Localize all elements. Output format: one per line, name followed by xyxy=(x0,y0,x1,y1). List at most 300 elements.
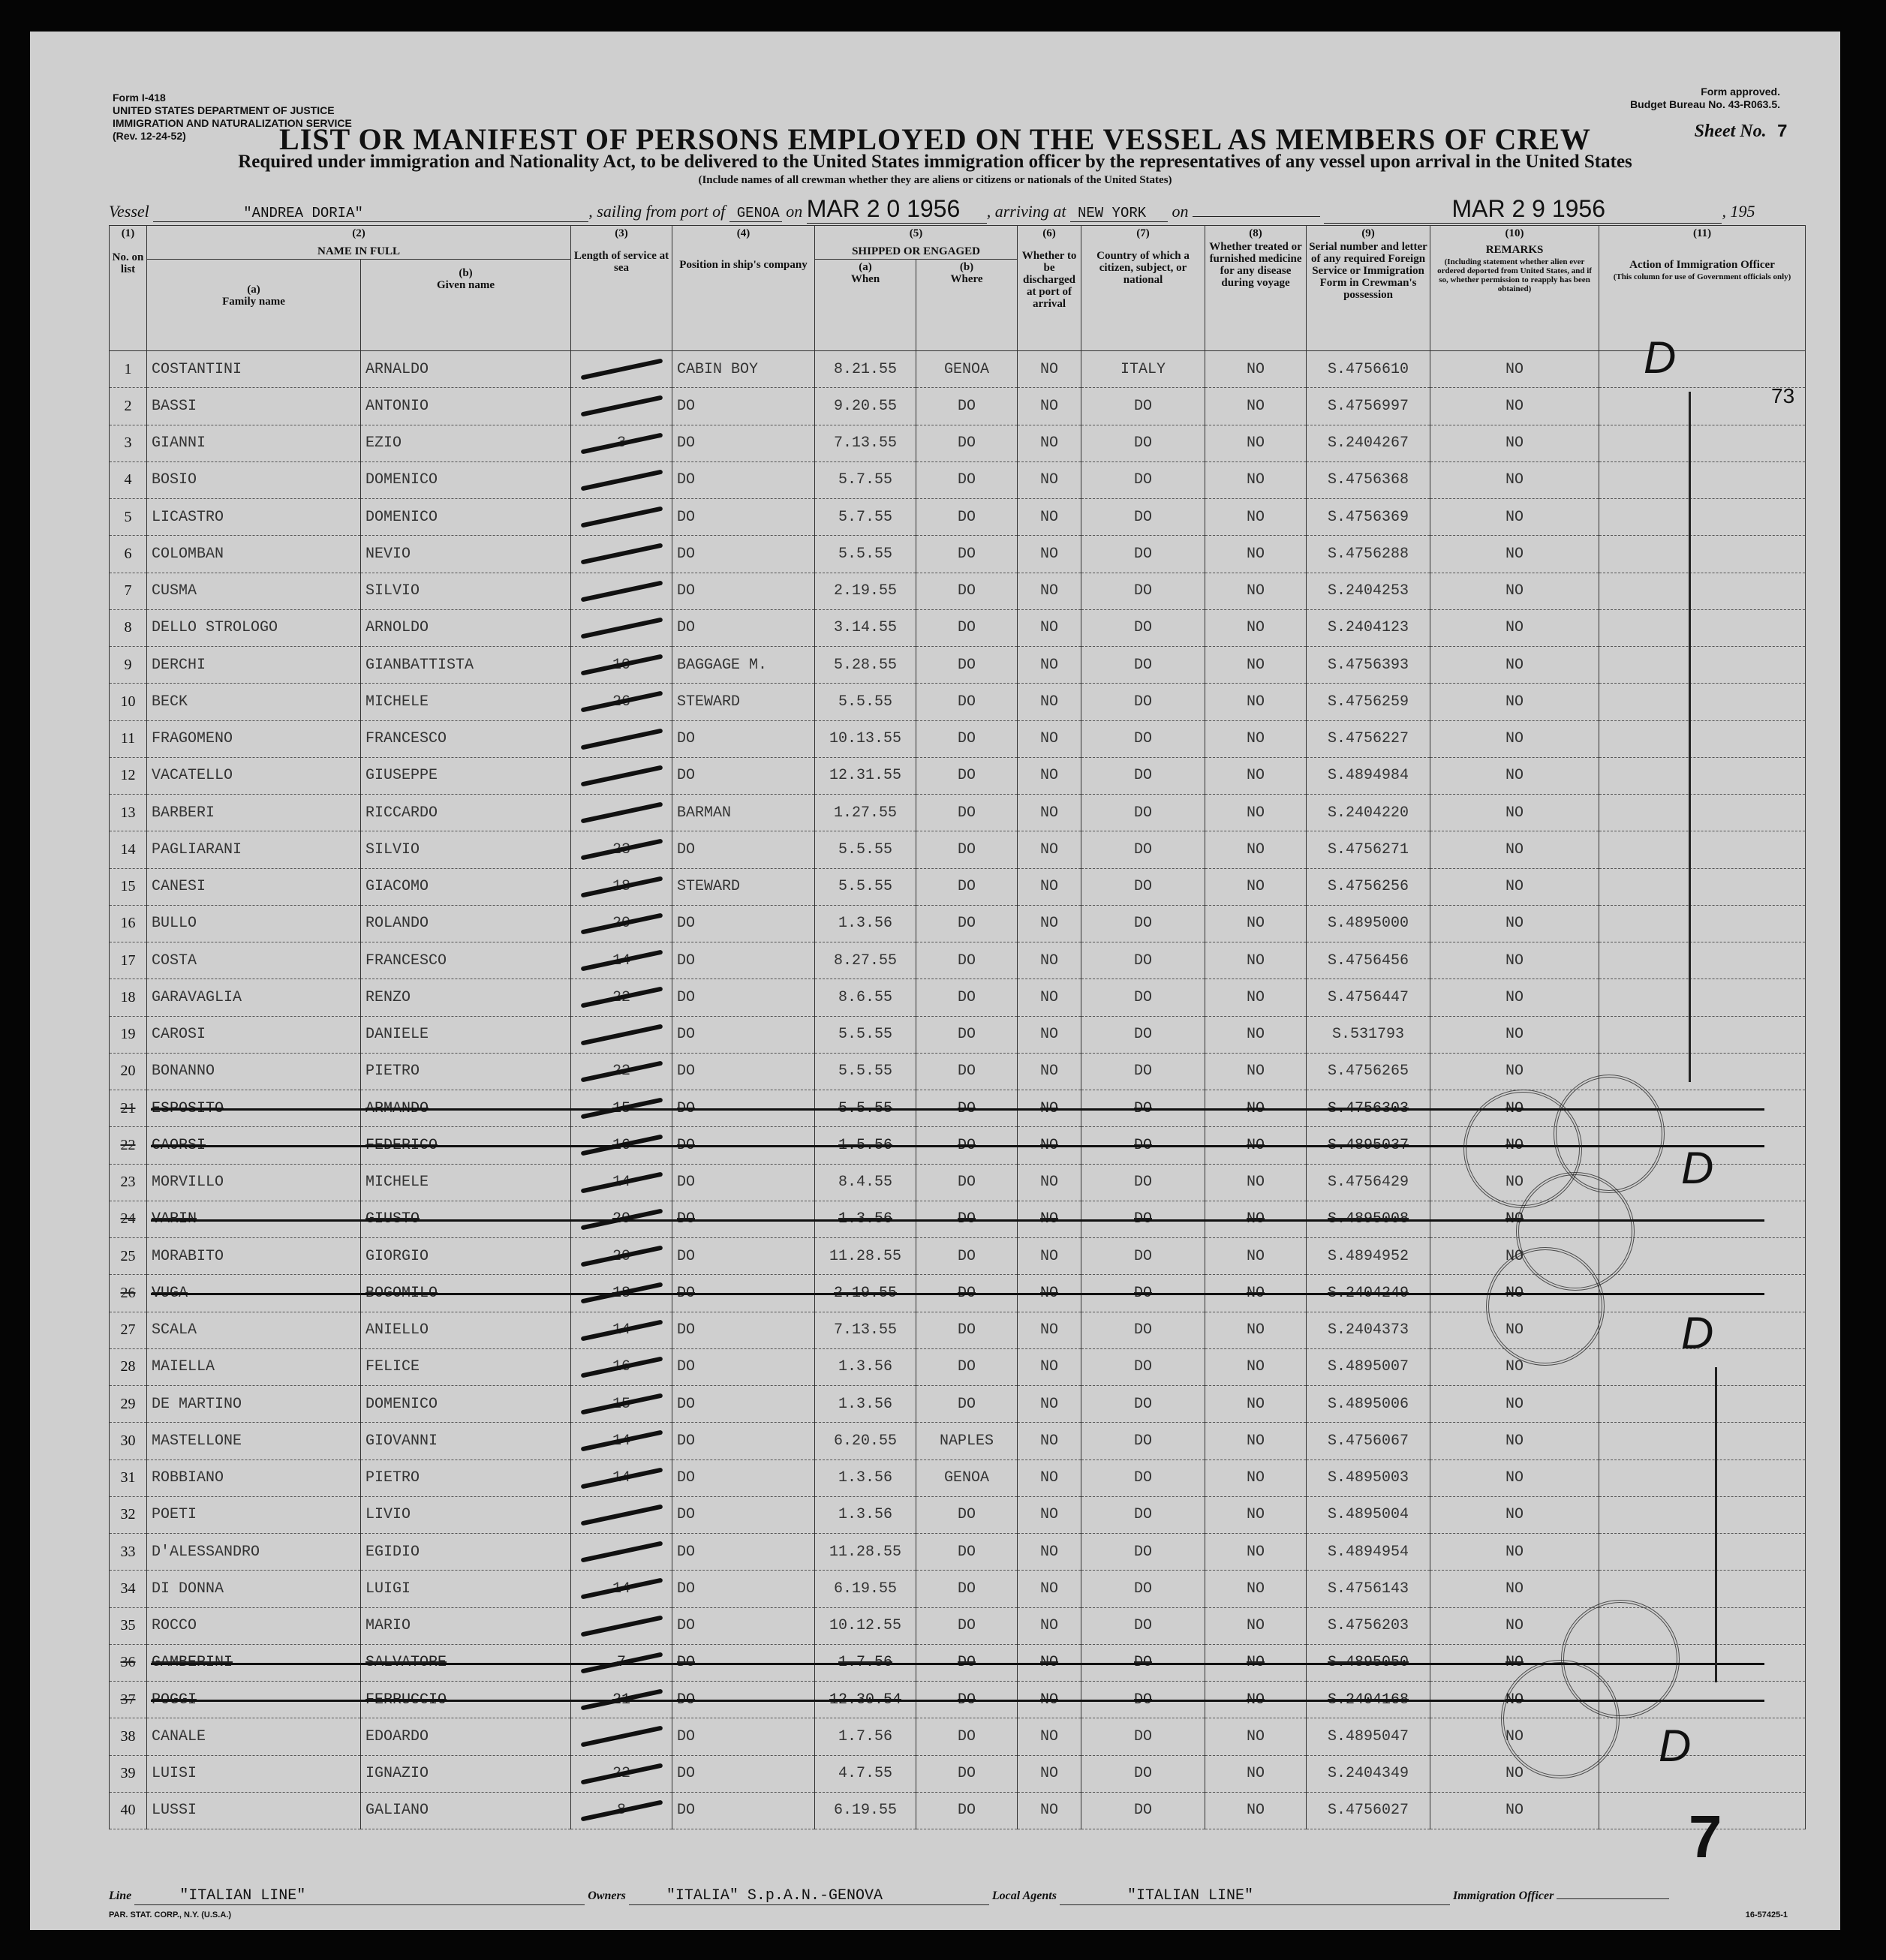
crew-row xyxy=(110,461,1806,498)
given-name-cell: GIACOMO xyxy=(361,868,571,905)
serial-number-cell: S.4756997 xyxy=(1307,388,1430,425)
discharge-cell: NO xyxy=(1018,1496,1081,1533)
discharge-cell: NO xyxy=(1018,1423,1081,1459)
serial-number-cell: S.4756259 xyxy=(1307,684,1430,720)
family-name-cell: LUISI xyxy=(147,1755,361,1792)
serial-number-cell: S.2404220 xyxy=(1307,795,1430,831)
d-mark: D xyxy=(1659,1721,1692,1771)
crew-row xyxy=(110,1016,1806,1053)
remarks-cell: NO xyxy=(1430,1496,1599,1533)
country-cell: ITALY xyxy=(1081,351,1205,388)
shipped-when-cell: 1.3.56 xyxy=(815,1496,916,1533)
position-cell: DO xyxy=(672,942,815,979)
shipped-when-cell: 5.5.55 xyxy=(815,536,916,573)
officer-action-cell xyxy=(1599,351,1806,388)
row-number-cell: 3 xyxy=(110,425,147,461)
given-name-cell: EDOARDO xyxy=(361,1718,571,1755)
position-cell: DO xyxy=(672,905,815,942)
discharge-cell: NO xyxy=(1018,720,1081,757)
family-name-cell: D'ALESSANDRO xyxy=(147,1534,361,1571)
shipped-when-cell: 6.20.55 xyxy=(815,1423,916,1459)
family-name-cell: BASSI xyxy=(147,388,361,425)
family-name-cell: MORABITO xyxy=(147,1238,361,1275)
position-cell: DO xyxy=(672,1312,815,1348)
shipped-where-cell: DO xyxy=(916,1164,1018,1201)
officer-action-cell xyxy=(1599,1496,1806,1533)
shipped-when-cell: 5.5.55 xyxy=(815,831,916,868)
treated-cell: NO xyxy=(1205,942,1307,979)
position-cell: DO xyxy=(672,1016,815,1053)
row-number-cell: 13 xyxy=(110,795,147,831)
shipped-when-cell: 5.5.55 xyxy=(815,1016,916,1053)
position-cell: CABIN BOY xyxy=(672,351,815,388)
treated-cell: NO xyxy=(1205,979,1307,1016)
family-name-cell: CAROSI xyxy=(147,1016,361,1053)
serial-number-cell: S.4756027 xyxy=(1307,1792,1430,1829)
discharge-cell: NO xyxy=(1018,1312,1081,1348)
shipped-where-cell: DO xyxy=(916,573,1018,609)
officer-action-cell xyxy=(1599,979,1806,1016)
country-cell: DO xyxy=(1081,1053,1205,1090)
position-cell: DO xyxy=(672,1534,815,1571)
country-cell: DO xyxy=(1081,1459,1205,1496)
crew-row xyxy=(110,1423,1806,1459)
position-cell: DO xyxy=(672,1792,815,1829)
serial-number-cell: S.4756369 xyxy=(1307,499,1430,536)
treated-cell: NO xyxy=(1205,1534,1307,1571)
given-name-cell: RENZO xyxy=(361,979,571,1016)
discharge-cell: NO xyxy=(1018,647,1081,684)
crew-row xyxy=(110,1571,1806,1607)
shipped-when-cell: 8.4.55 xyxy=(815,1164,916,1201)
row-number-cell: 35 xyxy=(110,1607,147,1644)
serial-number-cell: S.2404267 xyxy=(1307,425,1430,461)
country-cell: DO xyxy=(1081,1607,1205,1644)
treated-cell: NO xyxy=(1205,1423,1307,1459)
departure-port: GENOA xyxy=(729,205,782,222)
row-number-cell: 1 xyxy=(110,351,147,388)
remarks-cell: NO xyxy=(1430,351,1599,388)
family-name-cell: BECK xyxy=(147,684,361,720)
country-cell: DO xyxy=(1081,388,1205,425)
given-name-cell: DANIELE xyxy=(361,1016,571,1053)
officer-action-cell xyxy=(1599,942,1806,979)
crew-row xyxy=(110,351,1806,388)
include-note: (Include names of all crewman whether they are aliens or citizens or nationals of the United States) xyxy=(698,174,1172,186)
remarks-cell: NO xyxy=(1430,1053,1599,1090)
treated-cell: NO xyxy=(1205,1238,1307,1275)
shipped-where-cell: DO xyxy=(916,1312,1018,1348)
crew-row xyxy=(110,757,1806,794)
discharge-cell: NO xyxy=(1018,905,1081,942)
discharge-cell: NO xyxy=(1018,536,1081,573)
shipped-when-cell: 5.7.55 xyxy=(815,499,916,536)
shipped-where-cell: GENOA xyxy=(916,351,1018,388)
row-number-cell: 21 xyxy=(110,1090,147,1127)
family-name-cell: COSTANTINI xyxy=(147,351,361,388)
remarks-cell: NO xyxy=(1430,536,1599,573)
treated-cell: NO xyxy=(1205,388,1307,425)
shipped-when-cell: 6.19.55 xyxy=(815,1792,916,1829)
col-when-header: (a) When xyxy=(815,260,916,351)
officer-action-cell xyxy=(1599,1459,1806,1496)
serial-number-cell: S.4895006 xyxy=(1307,1386,1430,1423)
position-cell: BARMAN xyxy=(672,795,815,831)
country-cell: DO xyxy=(1081,1534,1205,1571)
treated-cell: NO xyxy=(1205,1571,1307,1607)
given-name-cell: EZIO xyxy=(361,425,571,461)
position-cell: DO xyxy=(672,979,815,1016)
family-name-cell: SCALA xyxy=(147,1312,361,1348)
country-cell: DO xyxy=(1081,499,1205,536)
shipped-where-cell: NAPLES xyxy=(916,1423,1018,1459)
discharge-cell: NO xyxy=(1018,1238,1081,1275)
discharge-cell: NO xyxy=(1018,425,1081,461)
row-number-cell: 29 xyxy=(110,1386,147,1423)
country-cell: DO xyxy=(1081,1016,1205,1053)
officer-action-cell xyxy=(1599,795,1806,831)
shipped-when-cell: 1.27.55 xyxy=(815,795,916,831)
given-name-cell: DOMENICO xyxy=(361,1386,571,1423)
officer-action-cell xyxy=(1599,499,1806,536)
row-number-cell: 30 xyxy=(110,1423,147,1459)
shipped-where-cell: DO xyxy=(916,868,1018,905)
remarks-cell: NO xyxy=(1430,1164,1599,1201)
officer-signature-field xyxy=(1557,1898,1669,1899)
shipped-when-cell: 5.28.55 xyxy=(815,647,916,684)
col-shipped-header: (5) SHIPPED OR ENGAGED xyxy=(815,226,1018,260)
given-name-cell: NEVIO xyxy=(361,536,571,573)
row-number-cell: 22 xyxy=(110,1127,147,1164)
treated-cell: NO xyxy=(1205,1459,1307,1496)
d-mark: D xyxy=(1681,1143,1714,1193)
shipped-when-cell: 5.5.55 xyxy=(815,1053,916,1090)
col-action-header: (11) Action of Immigration Officer (This column for use of Government officials only) xyxy=(1599,226,1806,351)
departure-date: MAR 2 0 1956 xyxy=(807,195,987,224)
remarks-cell: NO xyxy=(1430,831,1599,868)
discharge-cell: NO xyxy=(1018,1792,1081,1829)
given-name-cell: ROLANDO xyxy=(361,905,571,942)
remarks-cell: NO xyxy=(1430,942,1599,979)
position-cell: DO xyxy=(672,1496,815,1533)
discharge-cell: NO xyxy=(1018,942,1081,979)
treated-cell: NO xyxy=(1205,573,1307,609)
treated-cell: NO xyxy=(1205,425,1307,461)
serial-number-cell: S.2404123 xyxy=(1307,609,1430,646)
given-name-cell: SILVIO xyxy=(361,573,571,609)
shipped-when-cell: 8.6.55 xyxy=(815,979,916,1016)
shipped-when-cell: 2.19.55 xyxy=(815,573,916,609)
owners-name: "ITALIA" S.p.A.N.-GENOVA xyxy=(629,1887,989,1905)
family-name-cell: DERCHI xyxy=(147,647,361,684)
discharge-cell: NO xyxy=(1018,795,1081,831)
shipped-when-cell: 7.13.55 xyxy=(815,1312,916,1348)
col-country-header: (7) Country of which a citizen, subject, or national xyxy=(1081,226,1205,351)
remarks-cell: NO xyxy=(1430,388,1599,425)
crew-row xyxy=(110,905,1806,942)
country-cell: DO xyxy=(1081,1423,1205,1459)
col-name-header: (2) NAME IN FULL xyxy=(147,226,571,260)
shipped-where-cell: DO xyxy=(916,1571,1018,1607)
serial-number-cell: S.4895004 xyxy=(1307,1496,1430,1533)
voyage-line: Vessel "ANDREA DORIA" , sailing from port of GENOA on MAR 2 0 1956 , arriving at NEW YORK on MAR 2 9 1956 , 195 xyxy=(109,195,1755,222)
officer-action-cell xyxy=(1599,1718,1806,1755)
serial-number-cell: S.4756143 xyxy=(1307,1571,1430,1607)
row-number-cell: 11 xyxy=(110,720,147,757)
crew-row xyxy=(110,942,1806,979)
row-number-cell: 33 xyxy=(110,1534,147,1571)
given-name-cell: FELICE xyxy=(361,1348,571,1385)
remarks-cell: NO xyxy=(1430,1238,1599,1275)
remarks-cell: NO xyxy=(1430,720,1599,757)
row-number-cell: 20 xyxy=(110,1053,147,1090)
given-name-cell: GIOVANNI xyxy=(361,1423,571,1459)
remarks-cell: NO xyxy=(1430,425,1599,461)
country-cell: DO xyxy=(1081,1792,1205,1829)
family-name-cell: CANESI xyxy=(147,868,361,905)
treated-cell: NO xyxy=(1205,757,1307,794)
given-name-cell: FRANCESCO xyxy=(361,942,571,979)
given-name-cell: GIUSEPPE xyxy=(361,757,571,794)
treated-cell: NO xyxy=(1205,1496,1307,1533)
position-cell: DO xyxy=(672,720,815,757)
discharge-cell: NO xyxy=(1018,609,1081,646)
shipped-when-cell: 5.5.55 xyxy=(815,868,916,905)
col-where-header: (b) Where xyxy=(916,260,1018,351)
shipped-where-cell: DO xyxy=(916,795,1018,831)
treated-cell: NO xyxy=(1205,831,1307,868)
crew-row xyxy=(110,1534,1806,1571)
position-cell: DO xyxy=(672,388,815,425)
serial-number-cell: S.4756368 xyxy=(1307,461,1430,498)
row-number-cell: 4 xyxy=(110,461,147,498)
position-cell: DO xyxy=(672,1423,815,1459)
family-name-cell: POETI xyxy=(147,1496,361,1533)
discharge-cell: NO xyxy=(1018,979,1081,1016)
crew-row xyxy=(110,1496,1806,1533)
officer-action-cell xyxy=(1599,536,1806,573)
crew-row xyxy=(110,831,1806,868)
position-cell: STEWARD xyxy=(672,868,815,905)
discharge-cell: NO xyxy=(1018,1571,1081,1607)
treated-cell: NO xyxy=(1205,1755,1307,1792)
remarks-cell: NO xyxy=(1430,1386,1599,1423)
position-cell: DO xyxy=(672,831,815,868)
tally-annotation: 73 xyxy=(1771,384,1795,407)
remarks-cell: NO xyxy=(1430,1348,1599,1385)
serial-number-cell: S.4894984 xyxy=(1307,757,1430,794)
official-seal-stamp xyxy=(1501,1660,1620,1778)
family-name-cell: BARBERI xyxy=(147,795,361,831)
row-number-cell: 10 xyxy=(110,684,147,720)
shipped-where-cell: DO xyxy=(916,1238,1018,1275)
remarks-cell: NO xyxy=(1430,573,1599,609)
family-name-cell: COLOMBAN xyxy=(147,536,361,573)
col-number-header: (1) No. on list xyxy=(110,226,147,351)
shipped-when-cell: 1.7.56 xyxy=(815,1718,916,1755)
crew-table xyxy=(109,225,1806,1829)
serial-number-cell: S.4756447 xyxy=(1307,979,1430,1016)
arrival-date: MAR 2 9 1956 xyxy=(1324,195,1722,224)
officer-action-cell xyxy=(1599,1423,1806,1459)
country-cell: DO xyxy=(1081,1348,1205,1385)
family-name-cell: LICASTRO xyxy=(147,499,361,536)
officer-action-cell xyxy=(1599,757,1806,794)
shipped-where-cell: DO xyxy=(916,1053,1018,1090)
officer-action-cell xyxy=(1599,1386,1806,1423)
treated-cell: NO xyxy=(1205,536,1307,573)
remarks-cell: NO xyxy=(1430,1571,1599,1607)
given-name-cell: IGNAZIO xyxy=(361,1755,571,1792)
country-cell: DO xyxy=(1081,757,1205,794)
remarks-cell: NO xyxy=(1430,1607,1599,1644)
family-name-cell: BONANNO xyxy=(147,1053,361,1090)
serial-number-cell: S.4895007 xyxy=(1307,1348,1430,1385)
treated-cell: NO xyxy=(1205,499,1307,536)
crew-row xyxy=(110,1053,1806,1090)
country-cell: DO xyxy=(1081,720,1205,757)
discharge-cell: NO xyxy=(1018,684,1081,720)
shipped-where-cell: DO xyxy=(916,1718,1018,1755)
serial-number-cell: S.531793 xyxy=(1307,1016,1430,1053)
serial-number-cell: S.4756456 xyxy=(1307,942,1430,979)
row-number-cell: 7 xyxy=(110,573,147,609)
country-cell: DO xyxy=(1081,1164,1205,1201)
discharge-cell: NO xyxy=(1018,388,1081,425)
serial-number-cell: S.4756256 xyxy=(1307,868,1430,905)
serial-number-cell: S.4756067 xyxy=(1307,1423,1430,1459)
country-cell: DO xyxy=(1081,1312,1205,1348)
row-number-cell: 26 xyxy=(110,1275,147,1312)
discharge-cell: NO xyxy=(1018,1348,1081,1385)
shipped-when-cell: 11.28.55 xyxy=(815,1238,916,1275)
discharge-cell: NO xyxy=(1018,1016,1081,1053)
review-line xyxy=(1715,1367,1717,1682)
remarks-cell: NO xyxy=(1430,1423,1599,1459)
row-number-cell: 34 xyxy=(110,1571,147,1607)
document-title: LIST OR MANIFEST OF PERSONS EMPLOYED ON THE VESSEL AS MEMBERS OF CREW xyxy=(279,122,1591,156)
crew-row xyxy=(110,388,1806,425)
position-cell: DO xyxy=(672,757,815,794)
family-name-cell: ROCCO xyxy=(147,1607,361,1644)
shipped-where-cell: DO xyxy=(916,461,1018,498)
country-cell: DO xyxy=(1081,461,1205,498)
officer-action-cell xyxy=(1599,425,1806,461)
col-remarks-header: (10) REMARKS (Including statement whether alien ever ordered deported from United States, and if so, whether permission to reapply has been obtained) xyxy=(1430,226,1599,351)
d-mark: D xyxy=(1681,1308,1714,1358)
row-number-cell: 18 xyxy=(110,979,147,1016)
crew-row xyxy=(110,425,1806,461)
printer-credit: PAR. STAT. CORP., N.Y. (U.S.A.) xyxy=(109,1910,231,1919)
treated-cell: NO xyxy=(1205,684,1307,720)
position-cell: DO xyxy=(672,1755,815,1792)
position-cell: DO xyxy=(672,1238,815,1275)
country-cell: DO xyxy=(1081,425,1205,461)
family-name-cell: VACATELLO xyxy=(147,757,361,794)
row-number-cell: 2 xyxy=(110,388,147,425)
position-cell: DO xyxy=(672,1386,815,1423)
position-cell: DO xyxy=(672,1459,815,1496)
serial-number-cell: S.2404253 xyxy=(1307,573,1430,609)
row-number-cell: 6 xyxy=(110,536,147,573)
col-position-header: (4) Position in ship's company xyxy=(672,226,815,351)
shipped-when-cell: 8.21.55 xyxy=(815,351,916,388)
remarks-cell: NO xyxy=(1430,647,1599,684)
family-name-cell: CANALE xyxy=(147,1718,361,1755)
form-approval: Form approved. Budget Bureau No. 43-R063.5. xyxy=(1630,86,1780,110)
row-number-cell: 38 xyxy=(110,1718,147,1755)
shipped-when-cell: 5.5.55 xyxy=(815,684,916,720)
position-cell: DO xyxy=(672,536,815,573)
serial-number-cell: S.4895047 xyxy=(1307,1718,1430,1755)
discharge-cell: NO xyxy=(1018,1534,1081,1571)
serial-number-cell: S.4756265 xyxy=(1307,1053,1430,1090)
officer-action-cell xyxy=(1599,1534,1806,1571)
country-cell: DO xyxy=(1081,1755,1205,1792)
col-serial-header: (9) Serial number and letter of any required Foreign Service or Immigration Form in Crewman's possession xyxy=(1307,226,1430,351)
shipped-when-cell: 1.3.56 xyxy=(815,1386,916,1423)
shipped-where-cell: DO xyxy=(916,647,1018,684)
position-cell: STEWARD xyxy=(672,684,815,720)
form-header: Form I-418 UNITED STATES DEPARTMENT OF JUSTICE IMMIGRATION AND NATURALIZATION SERVICE (Rev. 12-24-52) xyxy=(113,92,352,142)
shipped-where-cell: DO xyxy=(916,1016,1018,1053)
country-cell: DO xyxy=(1081,979,1205,1016)
arrival-port: NEW YORK xyxy=(1070,205,1168,222)
row-number-cell: 40 xyxy=(110,1792,147,1829)
position-cell: DO xyxy=(672,1571,815,1607)
given-name-cell: MICHELE xyxy=(361,1164,571,1201)
position-cell: DO xyxy=(672,1164,815,1201)
officer-action-cell xyxy=(1599,1755,1806,1792)
discharge-cell: NO xyxy=(1018,831,1081,868)
row-number-cell: 36 xyxy=(110,1644,147,1681)
crew-rows xyxy=(110,351,1806,1829)
country-cell: DO xyxy=(1081,1386,1205,1423)
given-name-cell: ANTONIO xyxy=(361,388,571,425)
row-number-cell: 39 xyxy=(110,1755,147,1792)
remarks-cell: NO xyxy=(1430,795,1599,831)
remarks-cell: NO xyxy=(1430,868,1599,905)
shipped-where-cell: DO xyxy=(916,1348,1018,1385)
given-name-cell: SILVIO xyxy=(361,831,571,868)
crew-row xyxy=(110,1607,1806,1644)
shipped-when-cell: 10.12.55 xyxy=(815,1607,916,1644)
page-count-mark: 7 xyxy=(1689,1803,1722,1870)
agents-name: "ITALIAN LINE" xyxy=(1060,1887,1450,1905)
officer-action-cell xyxy=(1599,1016,1806,1053)
given-name-cell: LIVIO xyxy=(361,1496,571,1533)
shipped-when-cell: 9.20.55 xyxy=(815,388,916,425)
serial-number-cell: S.2404373 xyxy=(1307,1312,1430,1348)
shipped-when-cell: 8.27.55 xyxy=(815,942,916,979)
position-cell: BAGGAGE M. xyxy=(672,647,815,684)
officer-action-cell xyxy=(1599,684,1806,720)
given-name-cell: PIETRO xyxy=(361,1459,571,1496)
crew-row xyxy=(110,795,1806,831)
position-cell: DO xyxy=(672,461,815,498)
officer-action-cell xyxy=(1599,573,1806,609)
country-cell: DO xyxy=(1081,1496,1205,1533)
discharge-cell: NO xyxy=(1018,351,1081,388)
family-name-cell: LUSSI xyxy=(147,1792,361,1829)
country-cell: DO xyxy=(1081,1718,1205,1755)
position-cell: DO xyxy=(672,573,815,609)
row-number-cell: 31 xyxy=(110,1459,147,1496)
shipped-when-cell: 11.28.55 xyxy=(815,1534,916,1571)
shipped-when-cell: 6.19.55 xyxy=(815,1571,916,1607)
row-number-cell: 14 xyxy=(110,831,147,868)
crew-row xyxy=(110,573,1806,609)
